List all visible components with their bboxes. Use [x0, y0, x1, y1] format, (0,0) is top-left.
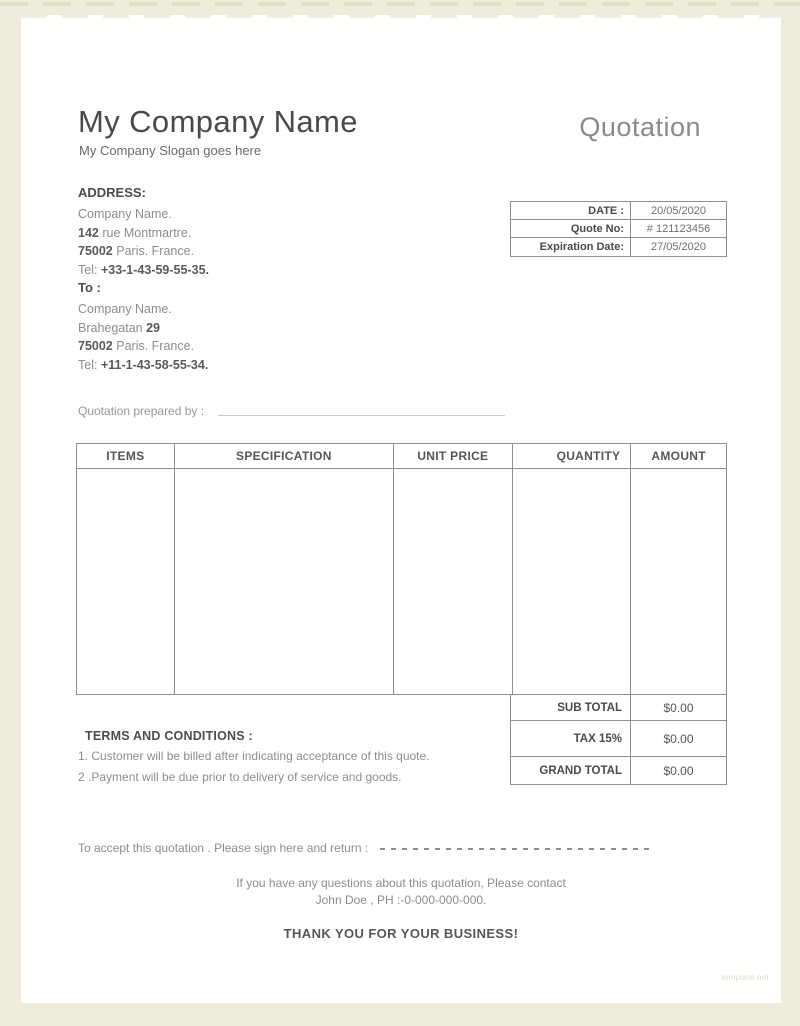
prepared-by-row: [78, 404, 505, 418]
specification-column: [175, 444, 394, 694]
quantity-header: QUANTITY: [513, 444, 631, 469]
grand-total-label: GRAND TOTAL: [511, 757, 631, 785]
unit-price-header: UNIT PRICE: [394, 444, 512, 469]
recipient-zip: 75002: [78, 339, 113, 353]
sender-tel-label: Tel:: [78, 262, 101, 277]
quote-date-row: [511, 202, 726, 220]
thank-you-message: THANK YOU FOR YOUR BUSINESS!: [283, 926, 519, 941]
amount-header: AMOUNT: [631, 444, 726, 469]
document-title: Quotation: [579, 112, 701, 142]
expiration-date-row: [511, 238, 726, 256]
recipient-company: Company Name.: [78, 302, 172, 316]
subtotal-value: $0.00: [663, 700, 694, 715]
sender-phone: [78, 261, 209, 280]
recipient-street: [78, 319, 208, 338]
recipient-address-heading: To :: [78, 280, 101, 295]
terms-item-1: 1. Customer will be billed after indicating acceptance of this quote.: [78, 749, 430, 763]
recipient-street-number: 29: [146, 320, 161, 335]
tax-value: $0.00: [663, 731, 694, 746]
quote-info-table: [510, 201, 727, 257]
recipient-phone: [78, 356, 208, 375]
sender-street: [78, 224, 209, 243]
sender-street-number: 142: [78, 225, 99, 240]
company-name: My Company Name: [78, 104, 358, 139]
recipient-tel-label: Tel:: [78, 357, 101, 372]
company-slogan: My Company Slogan goes here: [79, 143, 262, 158]
subtotal-label: SUB TOTAL: [511, 695, 631, 720]
items-header: ITEMS: [77, 444, 174, 469]
items-column: [77, 444, 175, 694]
footer-contact-line1: If you have any questions about this quotation, Please contact: [236, 876, 566, 890]
tax-label: TAX 15%: [511, 721, 631, 756]
recipient-street-name: Brahegatan: [78, 320, 147, 335]
sender-address-block: [78, 185, 209, 279]
watermark: template.net: [721, 973, 769, 982]
quote-number-row: [511, 220, 726, 238]
sender-city: [78, 242, 209, 261]
recipient-tel-number: +11-1-43-58-55-34.: [100, 357, 209, 372]
quantity-column: [513, 444, 632, 694]
terms-item-2: 2 .Payment will be due prior to delivery of service and goods.: [78, 770, 402, 784]
sender-company: Company Name.: [78, 207, 172, 221]
recipient-city: [78, 337, 208, 356]
signature-label: To accept this quotation . Please sign here and return :: [78, 841, 369, 855]
scan-edge-dashes: [0, 2, 800, 6]
expiration-date-label: Expiration Date:: [511, 238, 631, 256]
footer-contact-line2: John Doe , PH :-0-000-000-000.: [315, 893, 487, 907]
grand-total-value: $0.00: [663, 764, 694, 778]
quotation-page: [21, 15, 781, 1003]
subtotal-row: [511, 695, 726, 721]
quote-date-label: DATE :: [511, 202, 631, 219]
specification-header: SPECIFICATION: [175, 444, 393, 469]
sender-tel-number: +33-1-43-59-55-35.: [100, 262, 209, 277]
quote-date-value: 20/05/2020: [650, 204, 707, 217]
items-table: [76, 443, 727, 695]
amount-column: [631, 444, 726, 694]
unit-price-column: [394, 444, 513, 694]
sender-street-rest: rue Montmartre.: [98, 225, 192, 240]
grand-total-row: [511, 757, 726, 785]
quote-number-label: Quote No:: [511, 220, 631, 237]
totals-table: [510, 695, 727, 785]
signature-dash-line: [380, 848, 650, 850]
sender-address-heading: ADDRESS:: [78, 185, 146, 200]
recipient-city-rest: Paris. France.: [112, 339, 195, 353]
recipient-address-block: [78, 280, 208, 374]
quote-number-value: # 121123456: [646, 222, 711, 235]
signature-row: [78, 841, 650, 855]
terms-heading: TERMS AND CONDITIONS :: [85, 729, 253, 743]
prepared-by-label: Quotation prepared by :: [78, 404, 205, 418]
sender-zip: 75002: [78, 244, 113, 258]
tax-row: [511, 721, 726, 757]
sender-city-rest: Paris. France.: [112, 244, 195, 258]
prepared-by-fill-line: [218, 404, 505, 416]
expiration-date-value: 27/05/2020: [650, 241, 707, 253]
